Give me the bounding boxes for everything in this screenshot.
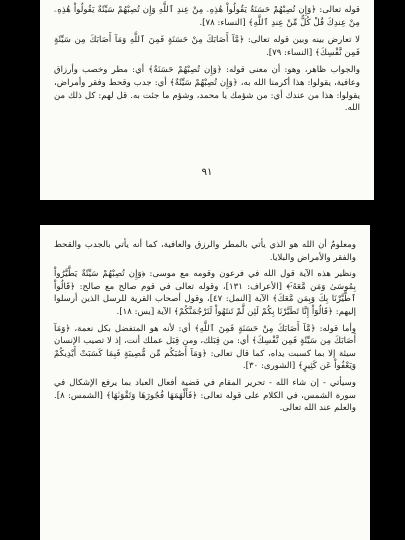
paragraph: وأما قوله: ﴿مَّآ أَصَابَكَ مِنْ حَسَنَةٍ فَمِنَ ٱللَّهِ﴾ أي: لأنه هو المتفضل بكل نعمة، ﴿وَمَآ أَصَابَكَ مِن سَيِّئَةٍ فَمِن نَّفْسِكَ﴾ أي: من قِبَلك، ومن قِبَل عملك أنت، إذ لا تصيب الإنسان سيئة إلا بما كسبت يداه، كما قال تعالى: ﴿وَمَآ أَصَٰبَكُم مِّن مُّصِيبَةٍ فَبِمَا كَسَبَتْ أَيْدِيكُمْ وَيَعْفُواْ عَن كَثِيرٍ﴾ [الشورى: ٣٠]. <box>54 323 356 372</box>
bottom-page <box>40 225 370 540</box>
paragraph: وسيأتي - إن شاء الله - تحرير المقام في قضية أفعال العباد بما يرفع الإشكال في سورة الشمس، في الكلام على قوله تعالى: ﴿فَأَلْهَمَهَا فُجُورَهَا وَتَقْوَىٰهَا﴾ [الشمس: ٨]. والعلم عند الله تعالى. <box>54 377 356 414</box>
page-number: ٩١ <box>201 167 213 178</box>
top-page-text <box>54 4 360 120</box>
paragraph: قوله تعالى: ﴿وَإِن تُصِبْهُمْ حَسَنَةٌ يَقُولُواْ هَٰذِهِۦ مِنْ عِندِ ٱللَّهِ وَإِن تُصِبْهُمْ سَيِّئَةٌ يَقُولُواْ هَٰذِهِۦ مِنْ عِندِكَ قُلْ كُلٌّ مِّنْ عِندِ ٱللَّهِ﴾ [النساء: ٧٨]. <box>54 5 360 28</box>
paragraph: ومعلومٌ أن الله هو الذي يأتي بالمطر والرزق والعافية، كما أنه يأتي بالجدب والقحط والفقر والأمراض والبلايا. <box>54 240 356 263</box>
bottom-page-text <box>54 239 356 419</box>
paragraph: والجواب ظاهر، وهو: أن معنى قوله: ﴿وَإِن تُصِبْهُمْ حَسَنَةٌ﴾ أي: مطر وخصب وأرزاق وعافية، يقولوا: هذا أكرمنا الله به، ﴿وَإِن تُصِبْهُمْ سَيِّئَةٌ﴾ أي: جدب وقحط وفقر وأمراض، يقولوا: هذا من عندك أي: من شؤمك يا محمد، وشؤم ما جئت به. قل لهم: كل ذلك من الله. <box>54 65 360 114</box>
paragraph: لا تعارض بينه وبين قوله تعالى: ﴿مَّآ أَصَابَكَ مِنْ حَسَنَةٍ فَمِنَ ٱللَّهِ وَمَآ أَصَابَكَ مِن سَيِّئَةٍ فَمِن نَّفْسِكَ﴾ [النساء: ٧٩]. <box>54 35 360 58</box>
paragraph: ونظير هذه الآية قول الله في فرعون وقومه مع موسى: ﴿وَإِن تُصِبْهُمْ سَيِّئَةٌ يَطَّيَّرُواْ بِمُوسَىٰ وَمَن مَّعَهُۥٓ﴾ [الأعراف: ١٣١]، وقوله تعالى في قوم صالح مع صالح: ﴿قَالُواْ ٱطَّيَّرْنَا بِكَ وَبِمَن مَّعَكَ﴾ الآية [النمل: ٤٧]، وقول أصحاب القرية للرسل الذين أرسلوا إليهم: ﴿قَالُوٓاْ إِنَّا تَطَيَّرْنَا بِكُمْ لَئِن لَّمْ تَنتَهُواْ لَنَرْجُمَنَّكُمْ﴾ الآية [يس: ١٨]. <box>54 269 356 317</box>
top-page <box>40 0 374 200</box>
